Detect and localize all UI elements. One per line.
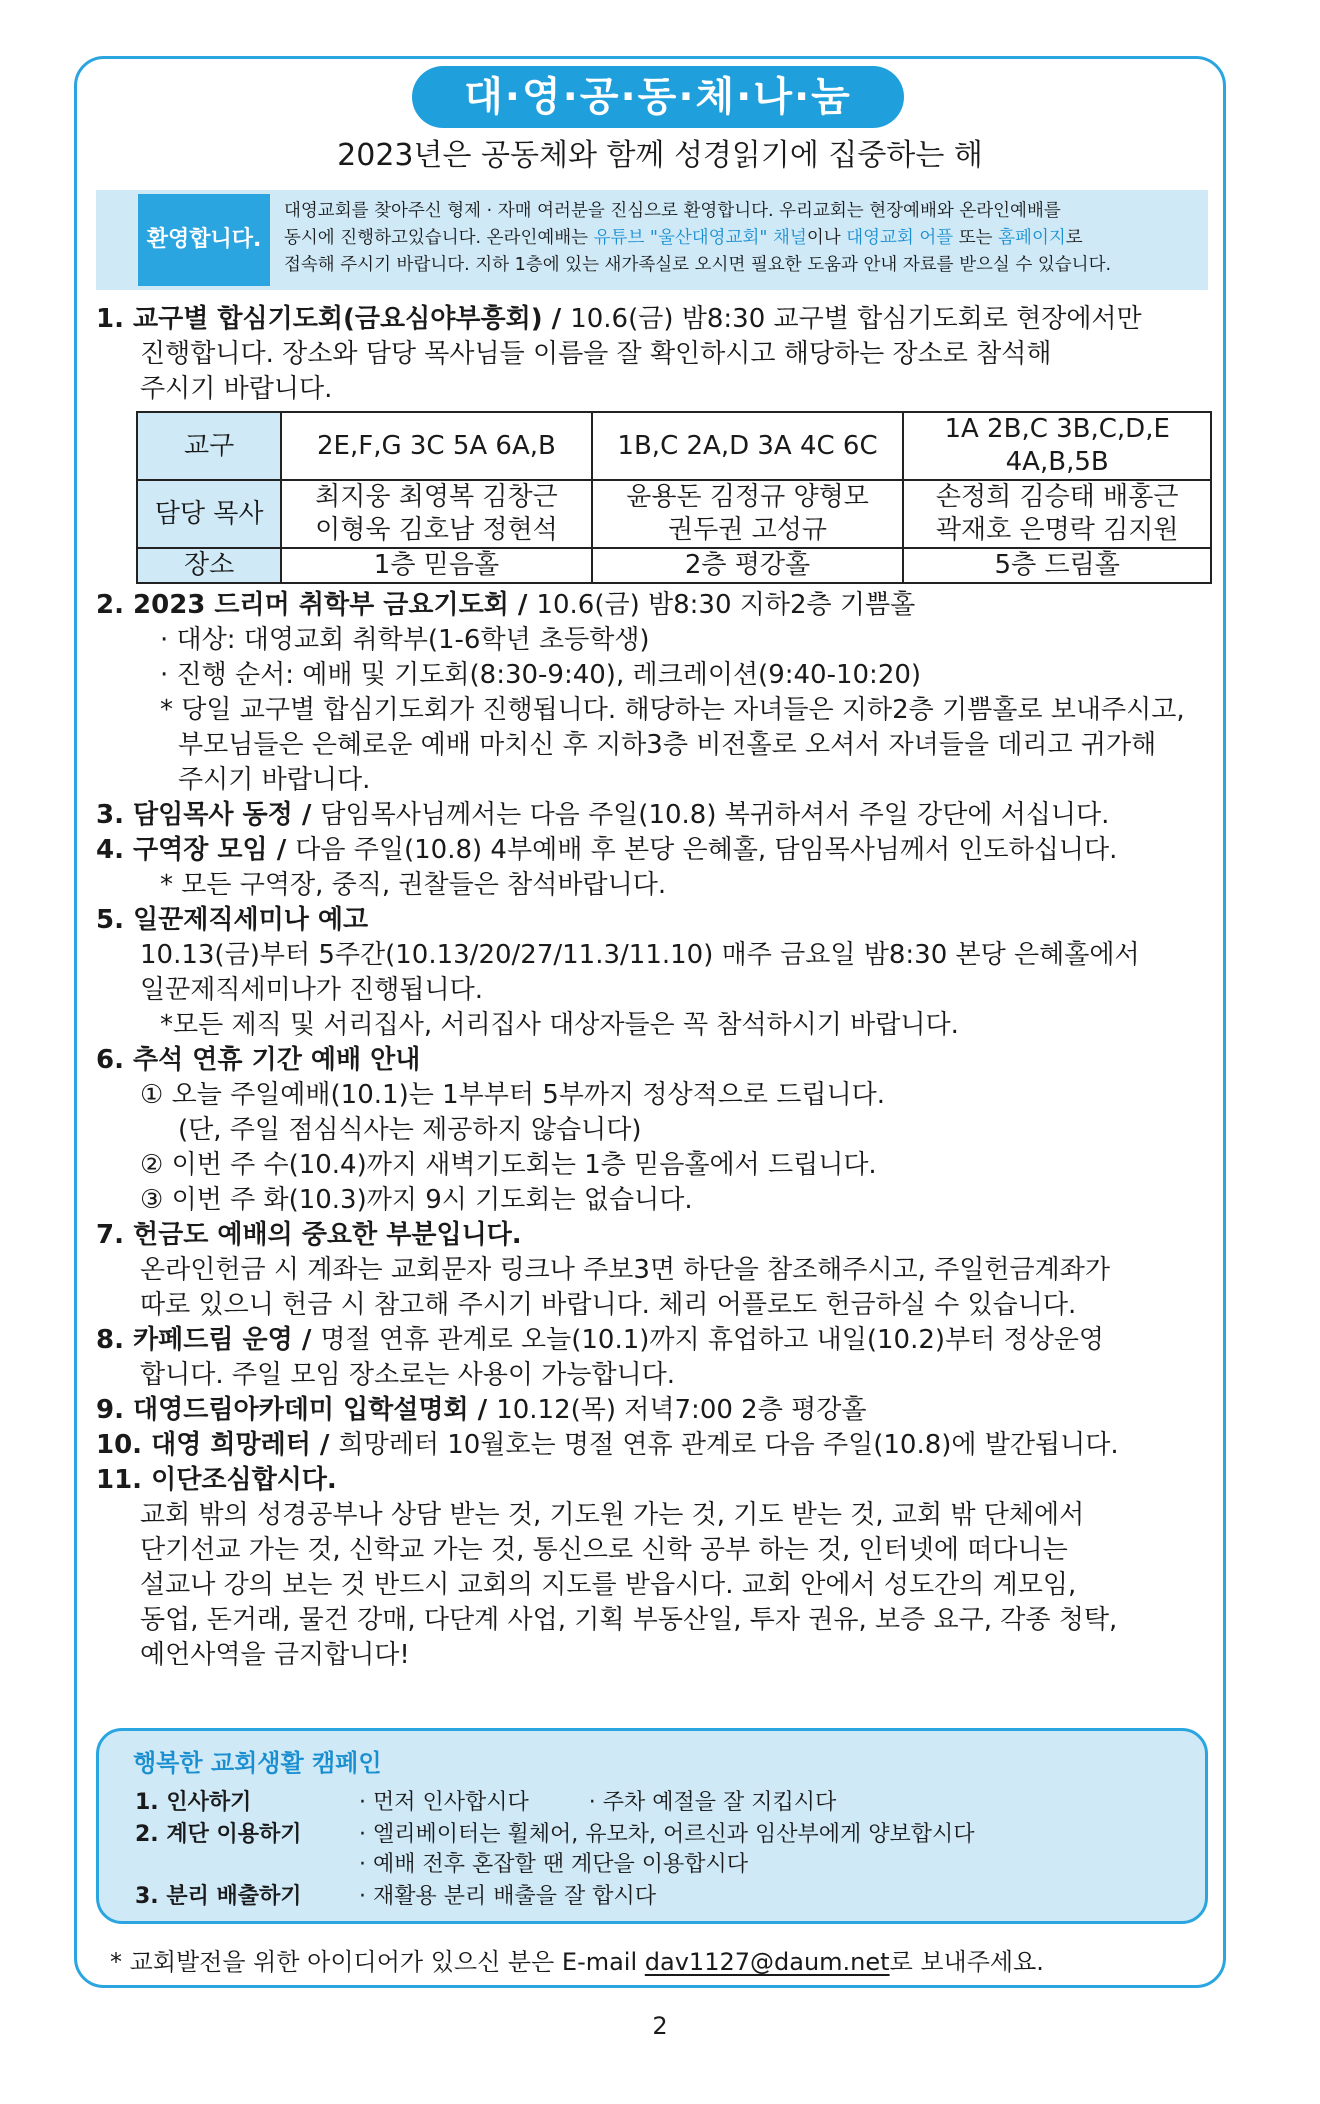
item-text: 주시기 바랍니다. — [140, 374, 333, 404]
youtube-link[interactable]: 유튜브 "울산대영교회" 채널 — [593, 228, 807, 248]
announcement-item: 1. 교구별 합심기도회(금요심야부흥회) / 10.6(금) 밤8:30 교구별 합심기도회로 현장에서만 — [96, 304, 1142, 334]
announcement-item: 4. 구역장 모임 / 다음 주일(10.8) 4부예배 후 본당 은혜홀, 담임목사님께서 인도하십니다. — [96, 835, 1118, 865]
page-title: 대·영·공·동·체·나·눔 — [412, 66, 904, 128]
welcome-text — [284, 198, 1194, 279]
page-number: 2 — [652, 2012, 668, 2040]
campaign-title: 행복한 교회생활 캠페인 — [133, 1749, 382, 1777]
welcome-box — [96, 190, 1208, 290]
announcement-item: 5. 일꾼제직세미나 예고 — [96, 905, 369, 935]
table-row — [137, 412, 1211, 480]
page-subtitle: 2023년은 공동체와 함께 성경읽기에 집중하는 해 — [337, 138, 983, 173]
welcome-line: 대영교회를 찾아주신 형제 · 자매 여러분을 진심으로 환영합니다. 우리교회는 현장예배와 온라인예배를 — [284, 201, 1061, 221]
table-row — [137, 480, 1211, 548]
campaign-row: · 예배 전후 혼잡할 땐 계단을 이용합시다 — [359, 1852, 748, 1877]
table-cell: 2E,F,G 3C 5A 6A,B — [281, 412, 591, 480]
app-link[interactable]: 대영교회 어플 — [846, 228, 954, 248]
welcome-tag: 환영합니다. — [138, 194, 270, 286]
table-cell: 손정희 김승태 배홍근 곽재호 은명락 김지원 — [903, 480, 1211, 548]
announcement-item: 9. 대영드림아카데미 입학설명회 / 10.12(목) 저녁7:00 2층 평강홀 — [96, 1395, 867, 1425]
announcement-item: 10. 대영 희망레터 / 희망레터 10월호는 명절 연휴 관계로 다음 주일(10.8)에 발간됩니다. — [96, 1430, 1119, 1460]
announcement-list: 1. 교구별 합심기도회(금요심야부흥회) / 10.6(금) 밤8:30 교구별 합심기도회로 현장에서만 진행합니다. 장소와 담당 목사님들 이름을 잘 확인하시고 해당하는 장소로 참석해 주시기 바랍니다. 교구 2E,F,G 3C 5A 6A,B 1B,C 2A,D 3A 4C 6C 1A 2B,C 3B,C,D,E 4A,B,5B 담당 목사 최지웅 최영복 김창근 이형욱 김호남 정현석 윤용돈 김정규 양형모 권두권 고성규 손정희 김승태 배홍근 곽재호 은명락 김지원 장소 1층 믿음홀 2층 평강홀 5층 드림홀 2. 2023 드리머 취학부 금요기도회 / 10.6(금) 밤8:30 지하2층 기쁨홀 · 대상: 대영교회 취학부(1-6학년 초등학생) · 진행 순서: 예배 및 기도회(8:30-9:40), 레크레이션(9:40-10:20) * 당일 교구별 합심기도회가 진행됩니다. 해당하는 자녀들은 지하2층 기쁨홀로 보내주시고, 부모님들은 은혜로운 예배 마치신 후 지하3층 비전홀로 오셔서 자녀들을 데리고 귀가해 주시기 바랍니다. 3. 담임목사 동정 / 담임목사님께서는 다음 주일(10.8) 복귀하셔서 주일 강단에 서십니다. 4. 구역장 모임 / 다음 주일(10.8) 4부예배 후 본당 은혜홀, 담임목사님께서 인도하십니다. * 모든 구역장, 중직, 권찰들은 참석바랍니다. 5. 일꾼제직세미나 예고 10.13(금)부터 5주간(10.13/20/27/11.3/11.10) 매주 금요일 밤8:30 본당 은혜홀에서 일꾼제직세미나가 진행됩니다. *모든 제직 및 서리집사, 서리집사 대상자들은 꼭 참석하시기 바랍니다. 6. 추석 연휴 기간 예배 안내 ① 오늘 주일예배(10.1)는 1부부터 5부까지 정상적으로 드립니다. (단, 주일 점심식사는 제공하지 않습니다) ② 이번 주 수(10.4)까지 새벽기도회는 1층 믿음홀에서 드립니다. ③ 이번 주 화(10.3)까지 9시 기도회는 없습니다. 7. 헌금도 예배의 중요한 부분입니다. 온라인헌금 시 계좌는 교회문자 링크나 주보3면 하단을 참조해주시고, 주일헌금계좌가 따로 있으니 헌금 시 참고해 주시기 바랍니다. 체리 어플로도 헌금하실 수 있습니다. 8. 카페드림 운영 / 명절 연휴 관계로 오늘(10.1)까지 휴업하고 내일(10.2)부터 정상운영 합니다. 주일 모임 장소로는 사용이 가능합니다. 9. 대영드림아카데미 입학설명회 / 10.12(목) 저녁7:00 2층 평강홀 10. 대영 희망레터 / 희망레터 10월호는 명절 연휴 관계로 다음 주일(10.8)에 발간됩니다. 11. 이단조심합시다. 교회 밖의 성경공부나 상담 받는 것, 기도원 가는 것, 기도 받는 것, 교회 밖 단체에서 단기선교 가는 것, 신학교 가는 것, 통신으로 신학 공부 하는 것, 인터넷에 떠다니는 설교나 강의 보는 것 반드시 교회의 지도를 받읍시다. 교회 안에서 성도간의 계모임, 동업, 돈거래, 물건 강매, 다단계 사업, 기획 부동산일, 투자 권유, 보증 요구, 각종 청탁, 예언사역을 금지합니다! — [96, 302, 1212, 1673]
announcement-item: 2. 2023 드리머 취학부 금요기도회 / 10.6(금) 밤8:30 지하2층 기쁨홀 — [96, 590, 916, 620]
announcement-item: 3. 담임목사 동정 / 담임목사님께서는 다음 주일(10.8) 복귀하셔서 주일 강단에 서십니다. — [96, 800, 1110, 830]
zone-table — [136, 411, 1212, 584]
announcement-item: 8. 카페드림 운영 / 명절 연휴 관계로 오늘(10.1)까지 휴업하고 내일(10.2)부터 정상운영 — [96, 1325, 1104, 1355]
table-cell: 1A 2B,C 3B,C,D,E 4A,B,5B — [903, 412, 1211, 480]
announcement-item: 6. 추석 연휴 기간 예배 안내 — [96, 1045, 421, 1075]
table-cell: 1B,C 2A,D 3A 4C 6C — [592, 412, 904, 480]
campaign-row: 1. 인사하기 · 먼저 인사합시다 · 주차 예절을 잘 지킵시다 — [135, 1790, 837, 1815]
welcome-line: 동시에 진행하고있습니다. 온라인예배는 유튜브 "울산대영교회" 채널이나 대영교회 어플 또는 홈페이지로 — [284, 228, 1083, 248]
announcement-item: 7. 헌금도 예배의 중요한 부분입니다. — [96, 1220, 522, 1250]
row-label: 장소 — [137, 548, 281, 583]
row-label: 교구 — [137, 412, 281, 480]
email-link[interactable]: dav1127@daum.net — [644, 1948, 890, 1976]
table-cell: 5층 드림홀 — [903, 548, 1211, 583]
item-heading: 1. 교구별 합심기도회(금요심야부흥회) / — [96, 304, 571, 334]
item-text: 진행합니다. 장소와 담당 목사님들 이름을 잘 확인하시고 해당하는 장소로 참석해 — [140, 339, 1052, 369]
table-cell: 최지웅 최영복 김창근 이형욱 김호남 정현석 — [281, 480, 591, 548]
table-cell: 윤용돈 김정규 양형모 권두권 고성규 — [592, 480, 904, 548]
table-cell: 2층 평강홀 — [592, 548, 904, 583]
campaign-row: 3. 분리 배출하기 · 재활용 분리 배출을 잘 합시다 — [135, 1884, 656, 1909]
row-label: 담당 목사 — [137, 480, 281, 548]
campaign-box — [96, 1728, 1208, 1924]
campaign-row: 2. 계단 이용하기 · 엘리베이터는 휠체어, 유모차, 어르신과 임산부에게 양보합시다 — [135, 1822, 975, 1847]
welcome-line: 접속해 주시기 바랍니다. 지하 1층에 있는 새가족실로 오시면 필요한 도움과 안내 자료를 받으실 수 있습니다. — [284, 255, 1112, 275]
announcement-item: 11. 이단조심합시다. — [96, 1465, 337, 1495]
table-row — [137, 548, 1211, 583]
homepage-link[interactable]: 홈페이지 — [998, 228, 1066, 248]
footer-note: * 교회발전을 위한 아이디어가 있으신 분은 E-mail dav1127@daum.net로 보내주세요. — [110, 1948, 1044, 1976]
table-cell: 1층 믿음홀 — [281, 548, 591, 583]
